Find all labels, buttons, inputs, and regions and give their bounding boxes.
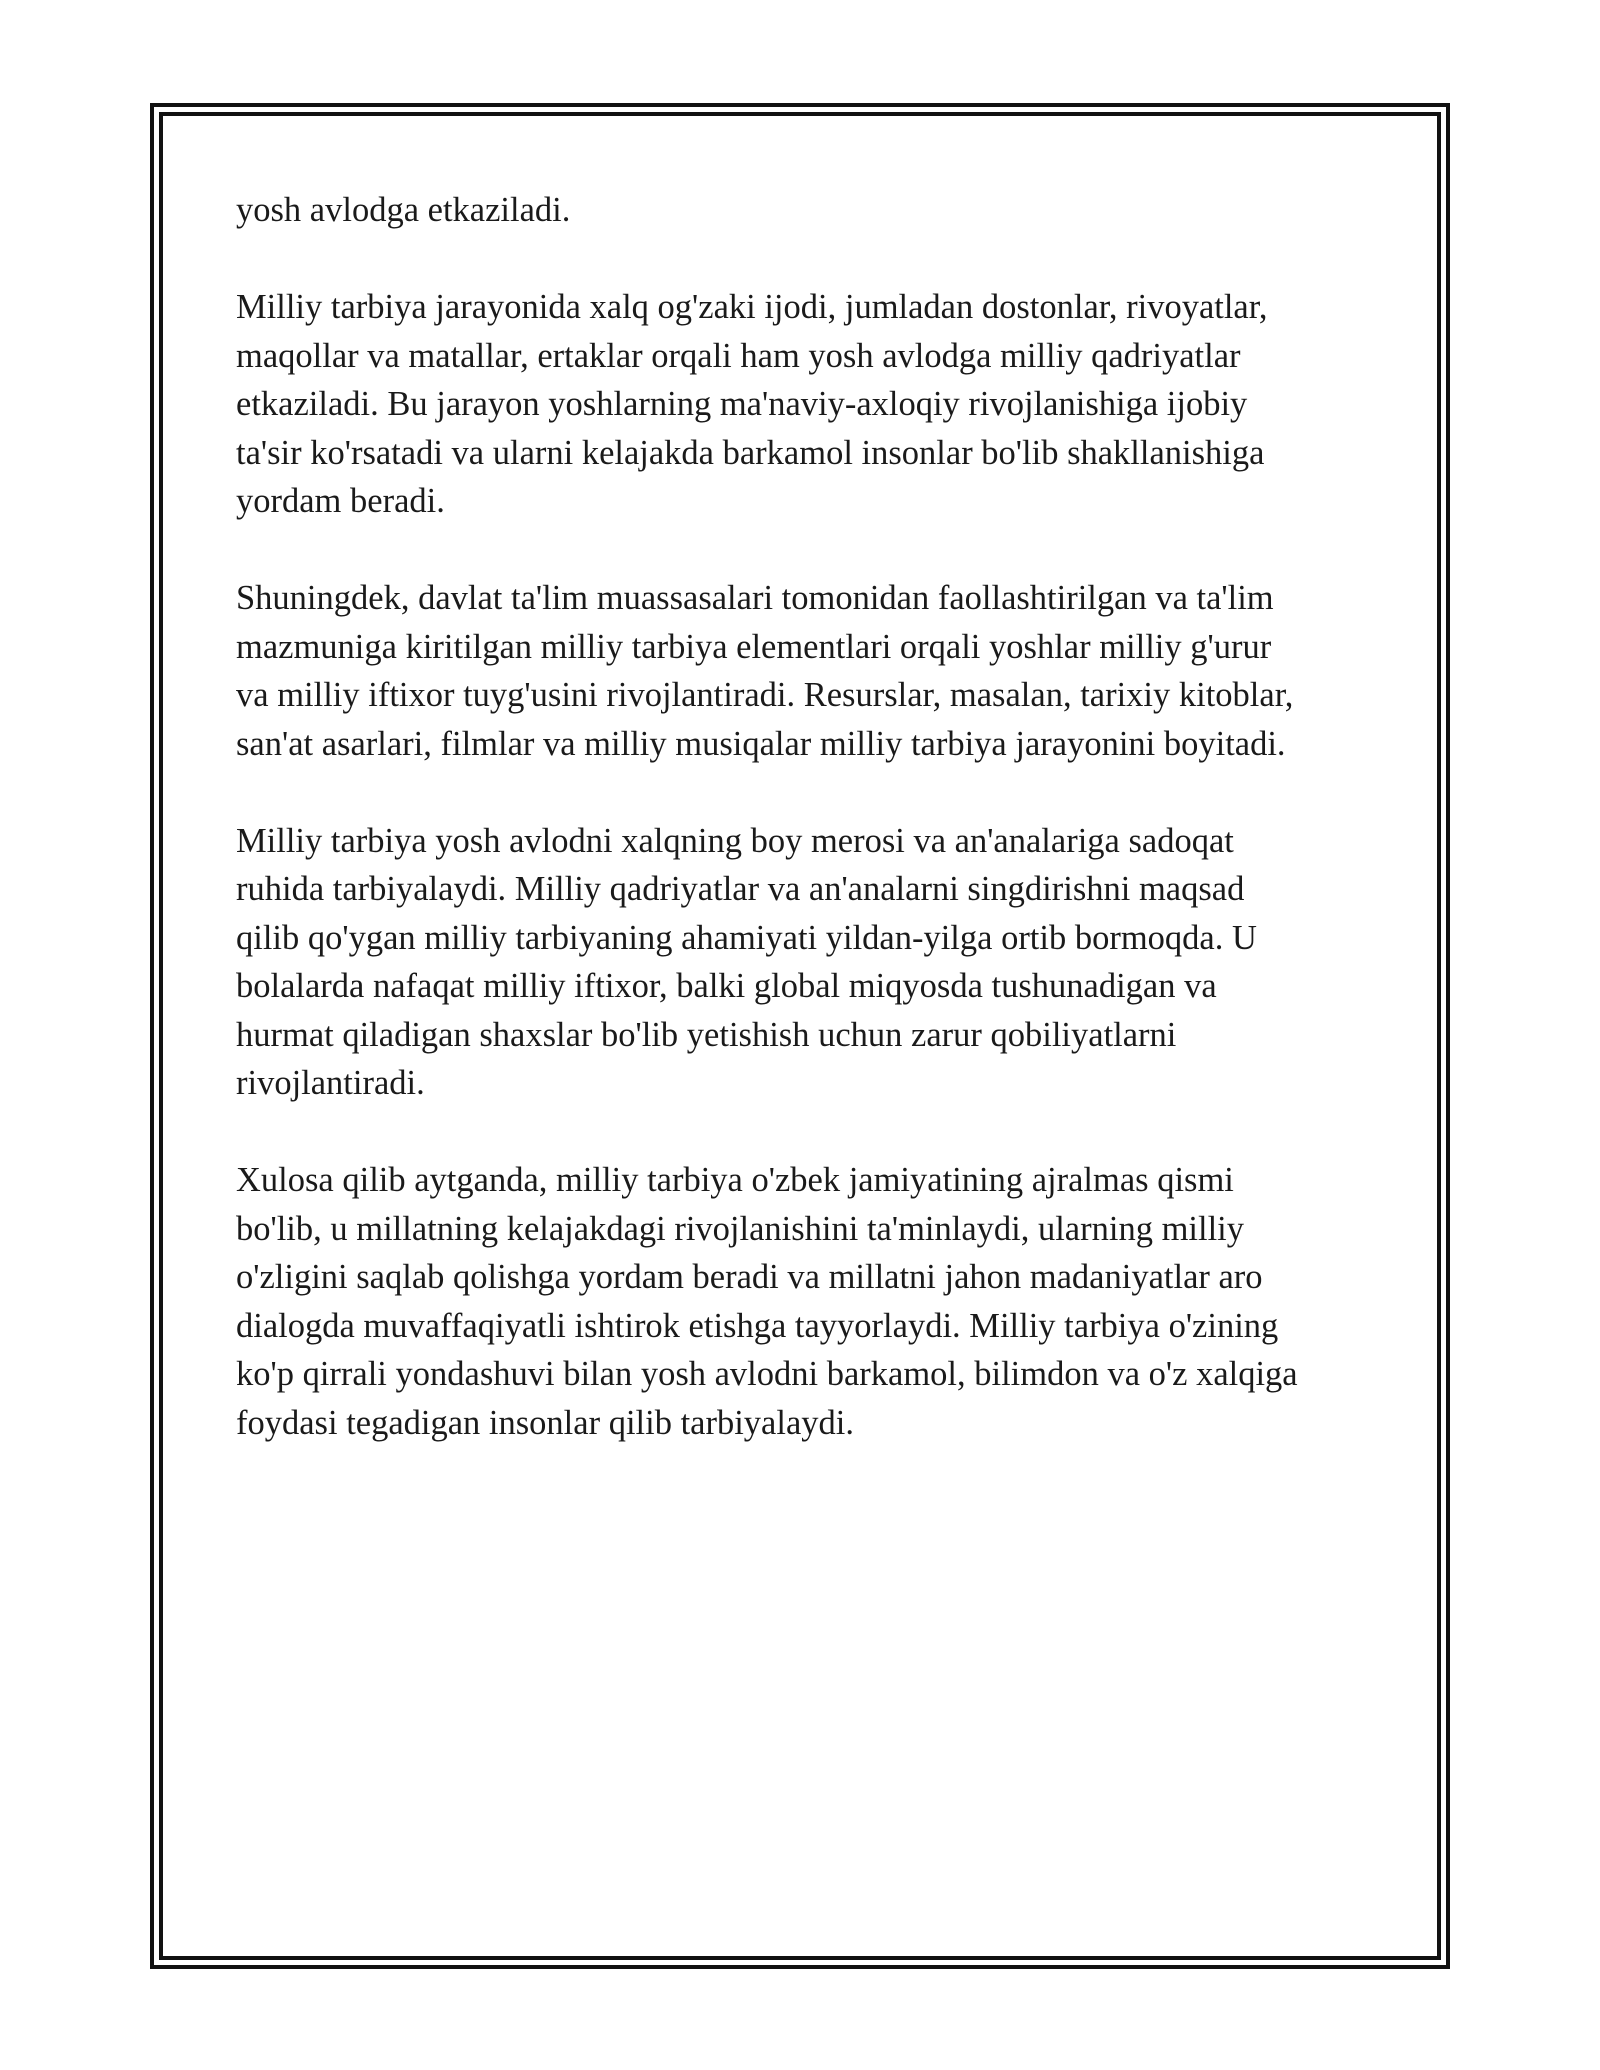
- paragraph-oral-tradition: Milliy tarbiya jarayonida xalq og'zaki ijodi, jumladan dostonlar, rivoyatlar, maqollar va matallar, ertaklar orqali ham yosh avlodga milliy qadriyatlar etkaziladi. Bu jarayon yoshlarning ma'naviy-axloqiy rivojlanishiga ijobiy ta'sir ko'rsatadi va ularni kelajakda barkamol insonlar bo'lib shakllanishiga yordam beradi.: [236, 288, 1268, 520]
- paragraph-heritage: Milliy tarbiya yosh avlodni xalqning boy merosi va an'analariga sadoqat ruhida tarbiyalaydi. Milliy qadriyatlar va an'analarni singdirishni maqsad qilib qo'ygan milliy tarbiyaning ahamiyati yildan-yilga ortib bormoqda. U bolalarda nafaqat milliy iftixor, balki global miqyosda tushunadigan va hurmat qiladigan shaxslar bo'lib yetishish uchun zarur qobiliyatlarni rivojlantiradi.: [236, 821, 1257, 1102]
- paragraph-education-institutions: Shuningdek, davlat ta'lim muassasalari tomonidan faollashtirilgan va ta'lim mazmuniga kiritilgan milliy tarbiya elementlari orqali yoshlar milliy g'urur va milliy iftixor tuyg'usini rivojlantiradi. Resurslar, masalan, tarixiy kitoblar, san'at asarlari, filmlar va milliy musiqalar milliy tarbiya jarayonini boyitadi.: [236, 579, 1294, 763]
- paragraph-conclusion: Xulosa qilib aytganda, milliy tarbiya o'zbek jamiyatining ajralmas qismi bo'lib, u millatning kelajakdagi rivojlanishini ta'minlaydi, ularning milliy o'zligini saqlab qolishga yordam beradi va millatni jahon madaniyatlar aro dialogda muvaffaqiyatli ishtirok etishga tayyorlaydi. Milliy tarbiya o'zining ko'p qirrali yondashuvi bilan yosh avlodni barkamol, bilimdon va o'z xalqiga foydasi tegadigan insonlar qilib tarbiyalaydi.: [236, 1161, 1298, 1442]
- paragraph-continuation: yosh avlodga etkaziladi.: [236, 191, 571, 229]
- document-body: [236, 186, 1386, 1496]
